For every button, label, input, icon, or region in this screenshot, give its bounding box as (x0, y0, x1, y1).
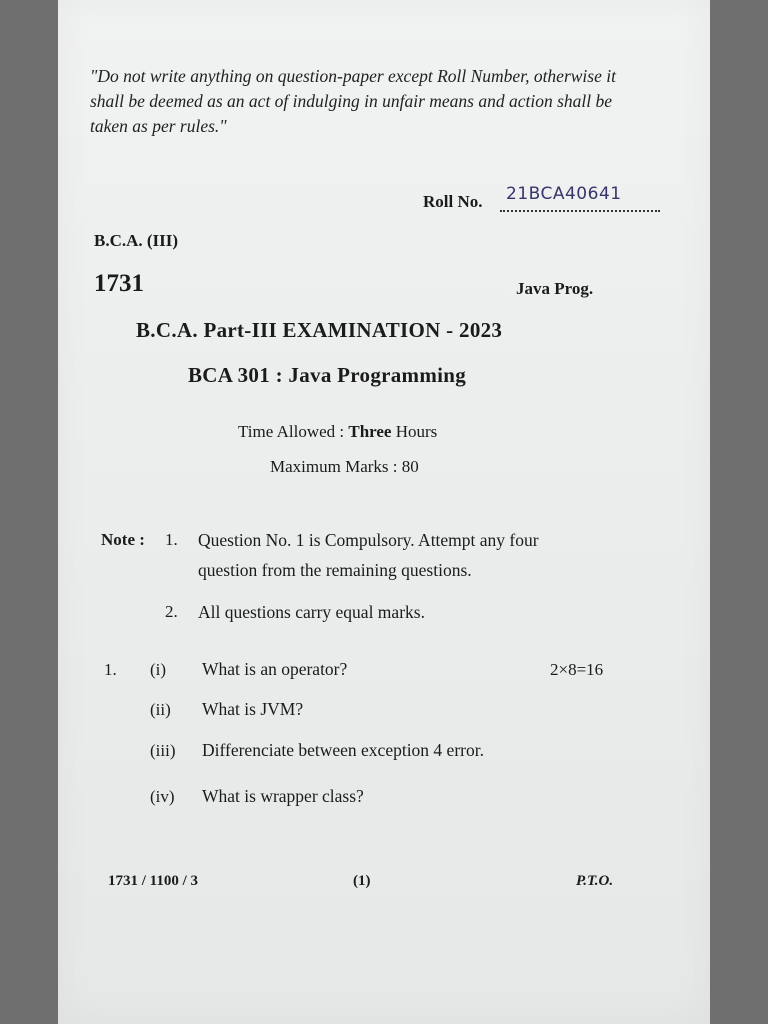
footer-page-number: (1) (353, 873, 371, 889)
roll-number-label: Roll No. (423, 192, 483, 211)
sub-question-text: What is an operator? (202, 659, 348, 679)
time-allowed-unit: Hours (391, 422, 438, 441)
sub-question-text: What is JVM? (202, 699, 304, 719)
note-item-text: All questions carry equal marks. (198, 602, 425, 622)
exam-title: B.C.A. Part-III EXAMINATION - 2023 (136, 318, 503, 342)
subject-short-name: Java Prog. (516, 279, 594, 298)
note-label: Note : (101, 530, 145, 549)
sub-question-text: Differenciate between exception 4 error. (202, 740, 484, 760)
unfair-means-warning: "Do not write anything on question-paper except Roll Number, otherwise it shall be deemed as an act of indulging in unfair means and action shall be taken as per rules." (90, 66, 616, 136)
note-item-text-continued: question from the remaining questions. (198, 560, 472, 580)
footer-paper-code: 1731 / 1100 / 3 (108, 873, 199, 889)
class-label: B.C.A. (III) (94, 231, 179, 250)
footer-pto: P.T.O. (576, 873, 614, 889)
note-item-number: 2. (165, 602, 178, 621)
question-paper-sheet (58, 0, 710, 1024)
paper-code: 1731 (94, 270, 144, 297)
sub-question-number: (iii) (150, 741, 176, 760)
course-title: BCA 301 : Java Programming (188, 363, 467, 387)
note-item-number: 1. (165, 530, 178, 549)
time-allowed (238, 422, 437, 442)
question-number: 1. (104, 660, 117, 679)
question-marks: 2×8=16 (550, 660, 604, 679)
roll-number-handwritten: 21BCA40641 (506, 184, 622, 204)
sub-question-number: (iv) (150, 787, 175, 806)
maximum-marks: Maximum Marks : 80 (270, 457, 419, 476)
sub-question-number: (i) (150, 660, 167, 679)
sub-question-text: What is wrapper class? (202, 786, 364, 806)
time-allowed-label: Time Allowed : (238, 422, 349, 441)
time-allowed-value: Three (348, 422, 392, 441)
note-item-text: Question No. 1 is Compulsory. Attempt any four (198, 530, 539, 550)
sub-question-number: (ii) (150, 700, 171, 719)
